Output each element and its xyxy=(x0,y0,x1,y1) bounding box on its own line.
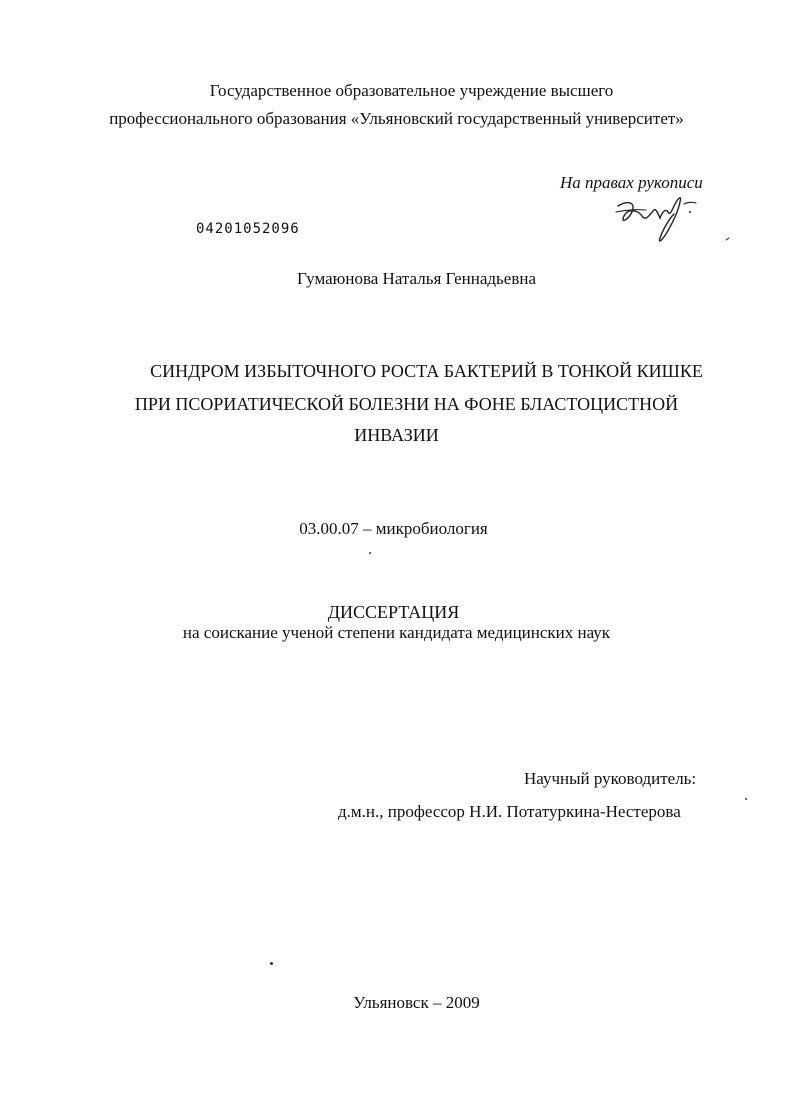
document-type: ДИССЕРТАЦИЯ xyxy=(327,602,460,622)
scan-speck xyxy=(369,552,371,554)
city-year: Ульяновск – 2009 xyxy=(353,993,480,1012)
manuscript-rights-note: На правах рукописи xyxy=(560,173,703,192)
scan-speck xyxy=(270,962,273,965)
advisor-label: Научный руководитель: xyxy=(524,769,697,788)
title-line-1: СИНДРОМ ИЗБЫТОЧНОГО РОСТА БАКТЕРИЙ В ТОНКОЙ КИШКЕ xyxy=(150,361,703,381)
scan-speck xyxy=(745,798,747,800)
specialty-code: 03.00.07 – микробиология xyxy=(299,519,488,538)
handwritten-signature xyxy=(612,190,732,250)
author-name: Гумаюнова Наталья Геннадьевна xyxy=(297,269,536,288)
archive-number: 04201052096 xyxy=(196,221,300,237)
degree-description: на соискание ученой степени кандидата медицинских наук xyxy=(182,623,611,642)
institution-line-2: профессионального образования «Ульяновский государственный университет» xyxy=(109,109,684,128)
advisor-name: д.м.н., профессор Н.И. Потатуркина-Нестерова xyxy=(338,802,681,821)
institution-line-1: Государственное образовательное учреждение высшего xyxy=(209,81,614,100)
title-line-3: ИНВАЗИИ xyxy=(354,425,439,445)
title-line-2: ПРИ ПСОРИАТИЧЕСКОЙ БОЛЕЗНИ НА ФОНЕ БЛАСТОЦИСТНОЙ xyxy=(134,394,679,414)
